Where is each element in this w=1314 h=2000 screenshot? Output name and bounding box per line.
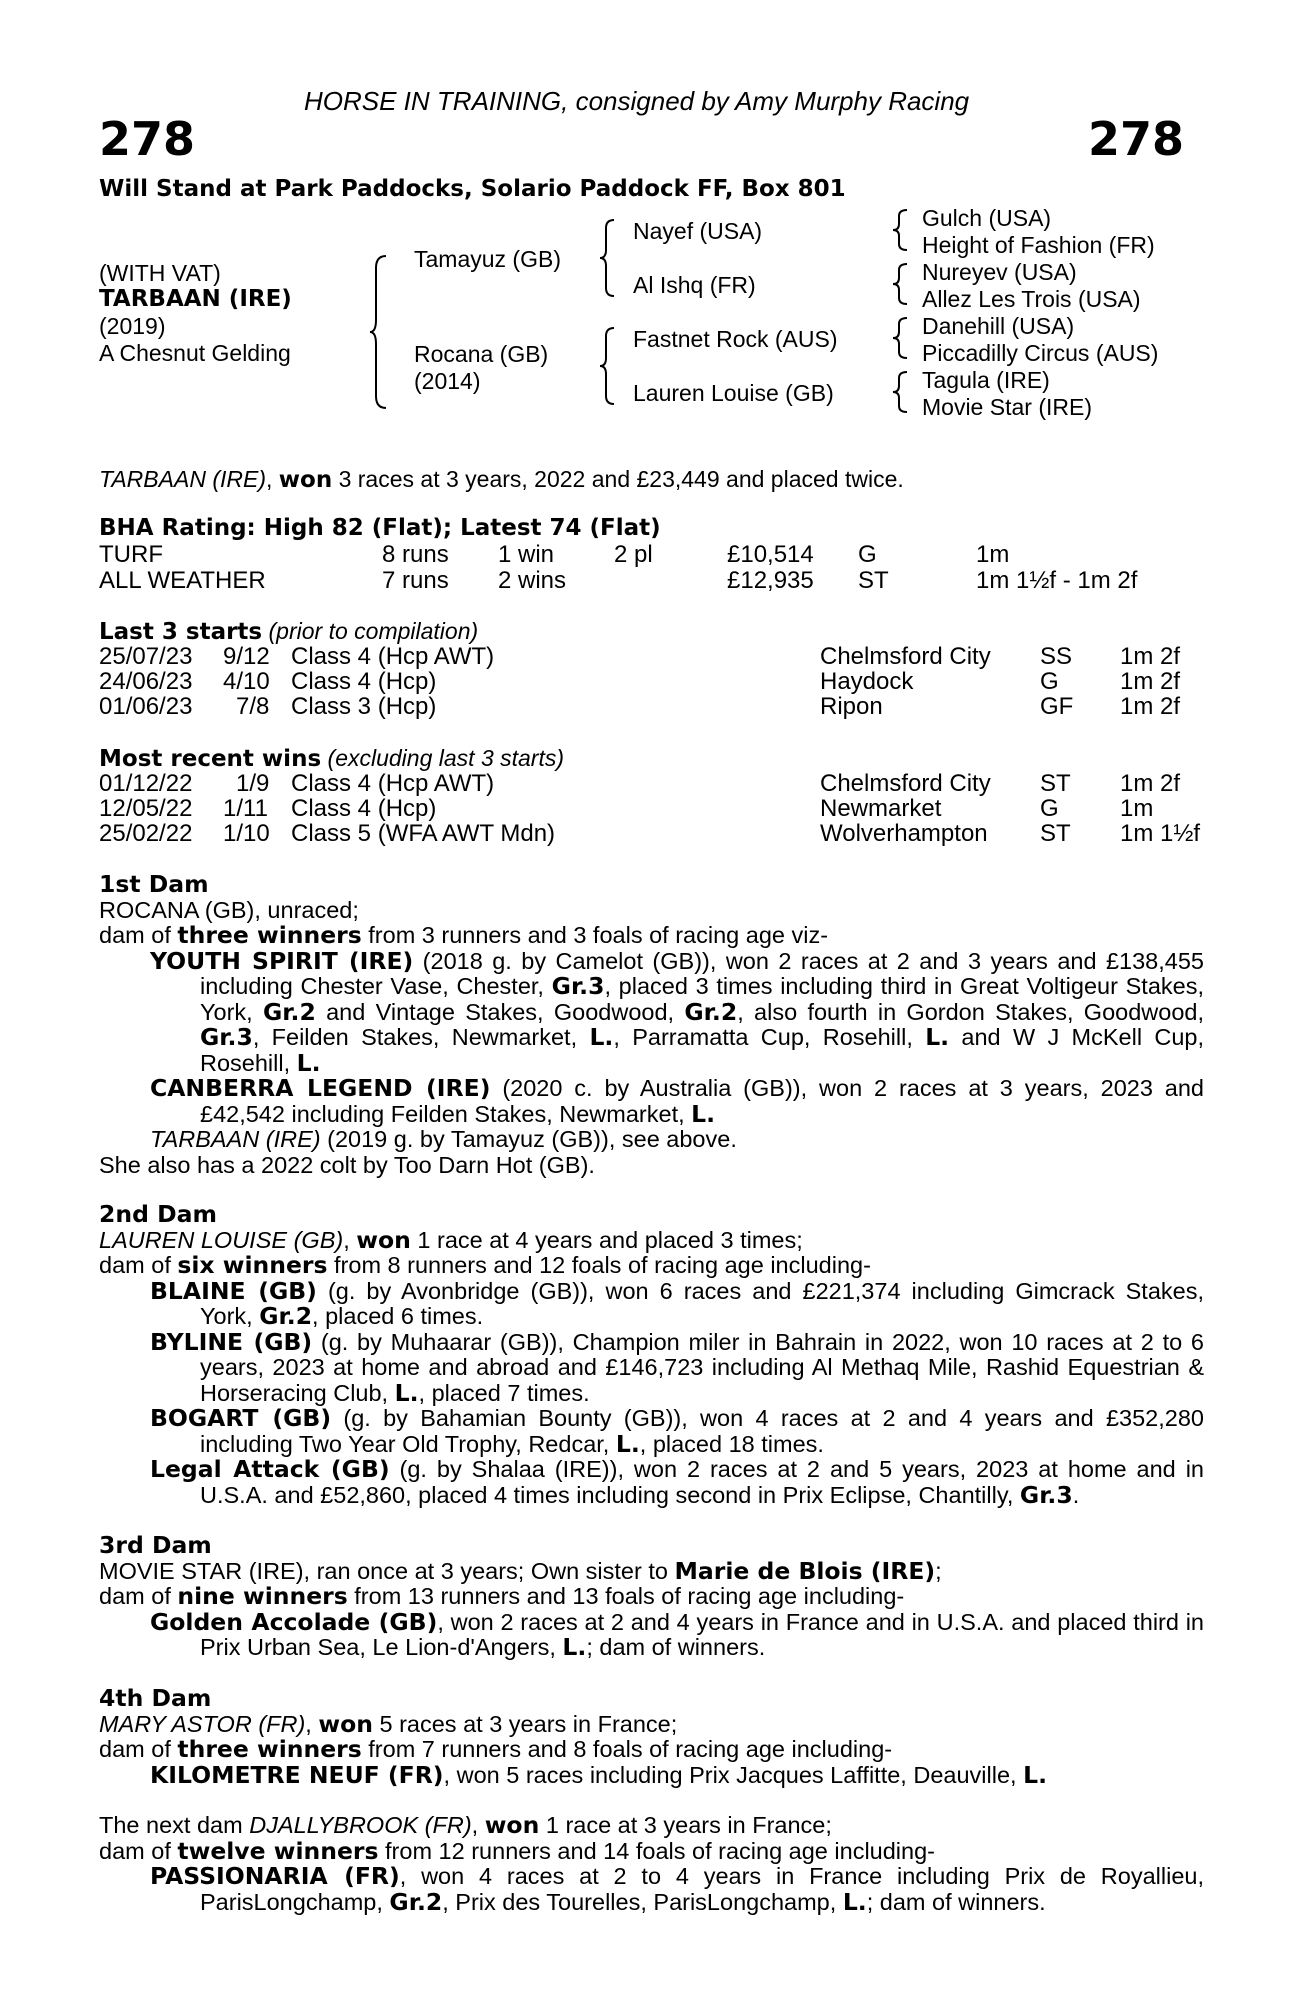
section-title: 4th Dam <box>99 1684 212 1712</box>
third-dam-section: 3rd Dam MOVIE STAR (IRE), ran once at 3 years; Own sister to Marie de Blois (IRE); dam of nine winners from 13 runners and 13 foals of racing age including- Golden Accolade (GB), won 2 races at 2 and 4 years in France and in U.S.A. and placed third in Prix Urban Sea, Le Lion-d'Angers, L.; dam of winners. <box>99 1531 1204 1661</box>
pedigree-brace-gen1 <box>370 254 390 410</box>
pedigree-dds: Tagula (IRE) <box>922 367 1050 393</box>
section-title: 3rd Dam <box>99 1531 212 1559</box>
pedigree-brace-ss <box>893 208 909 252</box>
pedigree-sire-dam: Al Ishq (FR) <box>633 272 756 298</box>
pedigree-ssd: Height of Fashion (FR) <box>922 232 1155 258</box>
fourth-dam-section: 4th Dam MARY ASTOR (FR), won 5 races at 3 years in France; dam of three winners from 7 runners and 8 foals of racing age including- KILOMETRE NEUF (FR), won 5 races including Prix Jacques Laffitte, Deauville, L. <box>99 1686 1204 1788</box>
progeny-entry: KILOMETRE NEUF (FR), won 5 races including Prix Jacques Laffitte, Deauville, L. <box>150 1760 1047 1789</box>
progeny-entry: PASSIONARIA (FR), won 4 races at 2 to 4 years in France including Prix de Royallieu, ParisLongchamp, Gr.2, Prix des Tourelles, ParisLongchamp, L.; dam of winners. <box>150 1862 1205 1916</box>
pedigree-dam-year: (2014) <box>414 368 481 394</box>
progeny-entry: Legal Attack (GB) (g. by Shalaa (IRE)), won 2 races at 2 and 5 years, 2023 at home and in U.S.A. and £52,860, placed 4 times including second in Prix Eclipse, Chantilly, Gr.3. <box>150 1455 1204 1509</box>
recent-wins-title: Most recent wins (excluding last 3 starts) <box>99 745 565 772</box>
progeny-entry: CANBERRA LEGEND (IRE) (2020 c. by Australia (GB)), won 2 races at 3 years, 2023 and £42,542 including Feilden Stakes, Newmarket, L. <box>150 1074 1204 1128</box>
pedigree-dam-dam: Lauren Louise (GB) <box>633 380 834 406</box>
pedigree-sdd: Allez Les Trois (USA) <box>922 286 1141 312</box>
pedigree-brace-dam <box>600 326 616 406</box>
next-dam-section: The next dam DJALLYBROOK (FR), won 1 race at 3 years in France; dam of twelve winners from 12 runners and 14 foals of racing age including- PASSIONARIA (FR), won 4 races at 2 to 4 years in France including Prix de Royallieu, ParisLongchamp, Gr.2, Prix des Tourelles, ParisLongchamp, L.; dam of winners. <box>99 1811 1205 1916</box>
horse-name: TARBAAN (IRE) <box>99 286 292 312</box>
pedigree-ddd: Movie Star (IRE) <box>922 394 1092 420</box>
pedigree-brace-sire <box>600 218 616 298</box>
pedigree-dam-sire: Fastnet Rock (AUS) <box>633 326 838 352</box>
pedigree-dam: Rocana (GB) <box>414 341 549 367</box>
pedigree-dss: Danehill (USA) <box>922 313 1075 339</box>
progeny-entry: BYLINE (GB) (g. by Muhaarar (GB)), Champion miler in Bahrain in 2022, won 10 races at 2 to 6 years, 2023 at home and abroad and £146,723 including Al Methaq Mile, Rashid Equestrian & Horseracing Club, L., placed 7 times. <box>150 1327 1204 1407</box>
first-dam-section: 1st Dam ROCANA (GB), unraced; dam of three winners from 3 runners and 3 foals of racing age viz- YOUTH SPIRIT (IRE) (2018 g. by Camelot (GB)), won 2 races at 2 and 3 years and £138,455 including Chester Vase, Chester, Gr.3, placed 3 times including third in Great Voltigeur Stakes, York, Gr.2 and Vintage Stakes, Goodwood, Gr.2, also fourth in Gordon Stakes, Goodwood, Gr.3, Feilden Stakes, Newmarket, L., Parramatta Cup, Rosehill, L. and W J McKell Cup, Rosehill, L. CANBERRA LEGEND (IRE) (2020 c. by Australia (GB)), won 2 races at 3 years, 2023 and £42,542 including Feilden Stakes, Newmarket, L. TARBAAN (IRE) (2019 g. by Tamayuz (GB)), see above. She also has a 2022 colt by Too Darn Hot (GB). <box>99 870 1205 1178</box>
lot-number-right: 278 <box>1088 112 1185 166</box>
progeny-entry: BLAINE (GB) (g. by Avonbridge (GB)), won 6 races and £221,374 including Gimcrack Stakes, York, Gr.2, placed 6 times. <box>150 1276 1204 1330</box>
lot-number-left: 278 <box>99 112 196 166</box>
pedigree-dsd: Piccadilly Circus (AUS) <box>922 340 1159 366</box>
pedigree-brace-dd <box>893 370 909 414</box>
vat-status: (WITH VAT) <box>99 260 221 286</box>
bha-rating-title: BHA Rating: High 82 (Flat); Latest 74 (Flat) <box>99 515 661 541</box>
horse-description: A Chesnut Gelding <box>99 340 291 366</box>
pedigree-brace-sd <box>893 262 909 306</box>
pedigree-sire-sire: Nayef (USA) <box>633 218 763 244</box>
progeny-entry: BOGART (GB) (g. by Bahamian Bounty (GB)), won 4 races at 2 and 4 years and £352,280 including Two Year Old Trophy, Redcar, L., placed 18 times. <box>150 1404 1204 1458</box>
pedigree-sds: Nureyev (USA) <box>922 259 1077 285</box>
progeny-entry: Golden Accolade (GB), won 2 races at 2 and 4 years in France and in U.S.A. and placed third in Prix Urban Sea, Le Lion-d'Angers, L.; dam of winners. <box>150 1607 1204 1661</box>
pedigree-brace-ds <box>893 316 909 360</box>
progeny-entry: TARBAAN (IRE) (2019 g. by Tamayuz (GB)), see above. <box>150 1126 737 1152</box>
stand-location: Will Stand at Park Paddocks, Solario Paddock FF, Box 801 <box>99 176 846 202</box>
pedigree-sire: Tamayuz (GB) <box>414 246 561 272</box>
second-dam-section: 2nd Dam LAUREN LOUISE (GB), won 1 race at 4 years and placed 3 times; dam of six winners from 8 runners and 12 foals of racing age including- BLAINE (GB) (g. by Avonbridge (GB)), won 6 races and £221,374 including Gimcrack Stakes, York, Gr.2, placed 6 times. BYLINE (GB) (g. by Muhaarar (GB)), Champion miler in Bahrain in 2022, won 10 races at 2 to 6 years, 2023 at home and abroad and £146,723 including Al Methaq Mile, Rashid Equestrian & Horseracing Club, L., placed 7 times. BOGART (GB) (g. by Bahamian Bounty (GB)), won 4 races at 2 and 4 years and £352,280 including Two Year Old Trophy, Redcar, L., placed 18 times. Legal Attack (GB) (g. by Shalaa (IRE)), won 2 races at 2 and 5 years, 2023 at home and in U.S.A. and £52,860, placed 4 times including second in Prix Eclipse, Chantilly, Gr.3. <box>99 1200 1204 1509</box>
last3-title: Last 3 starts (prior to compilation) <box>99 618 479 645</box>
progeny-entry: YOUTH SPIRIT (IRE) (2018 g. by Camelot (GB)), won 2 races at 2 and 3 years and £138,455 including Chester Vase, Chester, Gr.3, placed 3 times including third in Great Voltigeur Stakes, York, Gr.2 and Vintage Stakes, Goodwood, Gr.2, also fourth in Gordon Stakes, Goodwood, Gr.3, Feilden Stakes, Newmarket, L., Parramatta Cup, Rosehill, L. and W J McKell Cup, Rosehill, L. <box>150 946 1205 1077</box>
pedigree-sss: Gulch (USA) <box>922 205 1052 231</box>
section-title: 1st Dam <box>99 870 209 898</box>
horse-year: (2019) <box>99 313 166 339</box>
consignment-line: HORSE IN TRAINING, consigned by Amy Murphy Racing <box>304 86 970 116</box>
section-title: 2nd Dam <box>99 1200 217 1228</box>
race-summary: TARBAAN (IRE), won 3 races at 3 years, 2022 and £23,449 and placed twice. <box>99 466 904 493</box>
